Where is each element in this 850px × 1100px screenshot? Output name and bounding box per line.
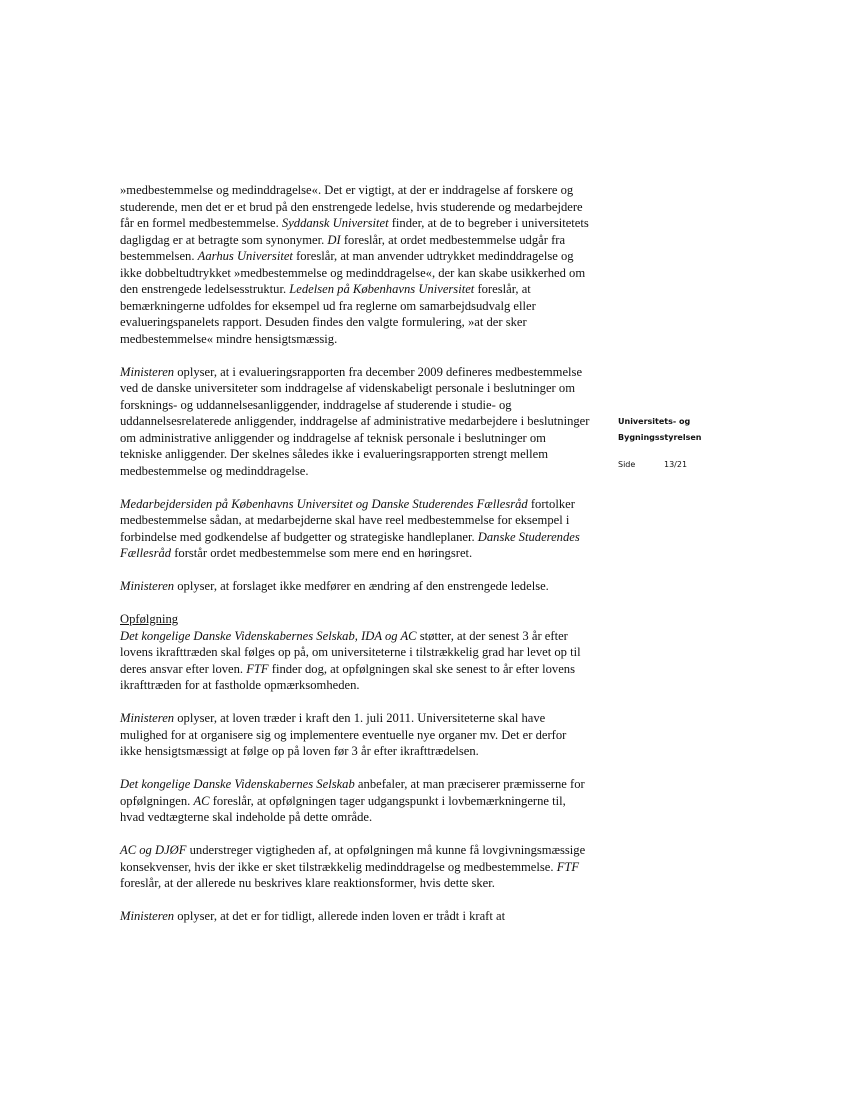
- paragraph-3: [120, 496, 590, 562]
- text-run: oplyser, at forslaget ikke medfører en ændring af den enstrengede ledelse.: [174, 579, 549, 593]
- italic-run: FTF: [556, 859, 580, 874]
- paragraph-9: [120, 908, 590, 925]
- paragraph-7: [120, 776, 590, 826]
- sidebar-info: [618, 414, 748, 469]
- section-heading: [120, 611, 590, 628]
- page-number: [618, 460, 748, 469]
- italic-run: Det kongelige Danske Videnskabernes Selskab: [120, 777, 355, 791]
- italic-run: DI: [327, 232, 341, 247]
- paragraph-6: [120, 710, 590, 760]
- text-run: understreger vigtigheden af, at opfølgningen må kunne få lovgivningsmæssige konsekvenser, hvis der ikke er sket tilstrækkelig medinddragelse og medbestemmelse.: [120, 843, 586, 874]
- page-label: Side: [618, 460, 636, 469]
- org-line-2: Bygningsstyrelsen: [618, 432, 702, 442]
- text-run: oplyser, at i evalueringsrapporten fra december 2009 defineres medbestemmelse ved de danske universiteter som inddragelse af videnskabeligt personale i beslutninger om forsknings- og uddannelsesanliggender, inddragelse af studerende i studie- og uddannelsesrelaterede anliggender, inddragelse af administrative medarbejdere i beslutninger om administrative anliggender og inddragelse af teknisk personale i beslutninger om tekniske anliggender. Der skelnes således ikke i evalueringsrapporten strengt mellem medbestemmelse og medinddragelse.: [120, 364, 590, 478]
- italic-run: Ledelsen på Københavns Universitet: [289, 282, 475, 296]
- body-text: [120, 182, 590, 941]
- paragraph-4: [120, 578, 590, 595]
- italic-run: Ministeren: [120, 909, 175, 923]
- text-run: oplyser, at det er for tidligt, allerede inden loven er trådt i kraft at: [174, 909, 506, 923]
- text-run: oplyser, at loven træder i kraft den 1. juli 2011. Universiteterne skal have mulighed for at organisere sig og implementere eventuelle nye organer mv. Det er derfor ikke hensigtsmæssigt at følge op på loven før 3 år efter ikrafttrædelsen.: [120, 711, 567, 758]
- text-run: finder dog, at opfølgningen skal ske senest to år efter lovens ikrafttræden for at fastholde opmærksomheden.: [120, 661, 575, 692]
- text-run: anbefaler, at man præciserer præmisserne for opfølgningen.: [120, 777, 585, 808]
- italic-run: AC: [193, 793, 210, 808]
- text-run: foreslår, at der allerede nu beskrives klare reaktionsformer, hvis dette sker.: [120, 876, 495, 890]
- italic-run: Ministeren: [120, 579, 175, 593]
- paragraph-2: [120, 364, 590, 480]
- paragraph-1: [120, 182, 590, 347]
- italic-run: Aarhus Universitet: [197, 249, 293, 263]
- italic-run: Medarbejdersiden på Københavns Universitet og Danske Studerendes Fællesråd: [120, 496, 528, 511]
- text-run: støtter, at der senest 3 år efter lovens ikrafttræden skal følges op på, om universiteterne i tilstrækkelig grad har levet op til deres ansvar efter loven.: [120, 628, 581, 676]
- italic-run: Syddansk Universitet: [281, 216, 389, 230]
- text-run: »medbestemmelse og medinddragelse«. Det er vigtigt, at der er inddragelse af forskere og studerende, men det er et brud på den enstrengede ledelse, hvis studerende og medarbejdere får en formel medbestemmelse.: [120, 183, 583, 230]
- italic-run: Ministeren: [120, 364, 175, 379]
- paragraph-5: [120, 628, 590, 694]
- text-run: forstår ordet medbestemmelse som mere end en høringsret.: [171, 546, 473, 560]
- section-heading-text: Opfølgning: [120, 612, 179, 626]
- org-line-1: Universitets- og: [618, 417, 691, 426]
- text-run: foreslår, at bemærkningerne udfoldes for eksempel ud fra reglerne om samarbejdsudvalg eller evalueringspanelets rapport. Desuden findes den valgte formulering, »at der sker medbestemmelse« mindre hensigtsmæssig.: [120, 282, 536, 346]
- italic-run: Det kongelige Danske Videnskabernes Selskab, IDA og AC: [120, 628, 417, 643]
- organization-name: [618, 414, 748, 445]
- text-run: finder, at de to begreber i universitetets dagligdag er at betragte som synonymer.: [120, 216, 589, 247]
- italic-run: FTF: [246, 661, 269, 676]
- text-run: foreslår, at ordet medbestemmelse udgår fra bestemmelsen.: [120, 232, 566, 263]
- italic-run: Danske Studerendes Fællesråd: [120, 529, 580, 560]
- italic-run: AC og DJØF: [120, 843, 187, 857]
- text-run: foreslår, at man anvender udtrykket medinddragelse og ikke dobbeltudtrykket »medbestemmelse og medinddragelse«, der kan skabe usikkerhed om den enstrengede ledelsesstruktur.: [120, 249, 586, 296]
- paragraph-8: [120, 842, 590, 892]
- text-run: fortolker medbestemmelse sådan, at medarbejderne skal have reel medbestemmelse for eksempel i forbindelse med godkendelse af budgetter og strategiske handleplaner.: [120, 496, 575, 544]
- text-run: foreslår, at opfølgningen tager udgangspunkt i lovbemærkningerne til, hvad vedtægterne skal indeholde på dette område.: [120, 793, 566, 824]
- page-value: 13/21: [664, 460, 688, 469]
- italic-run: Ministeren: [120, 711, 175, 725]
